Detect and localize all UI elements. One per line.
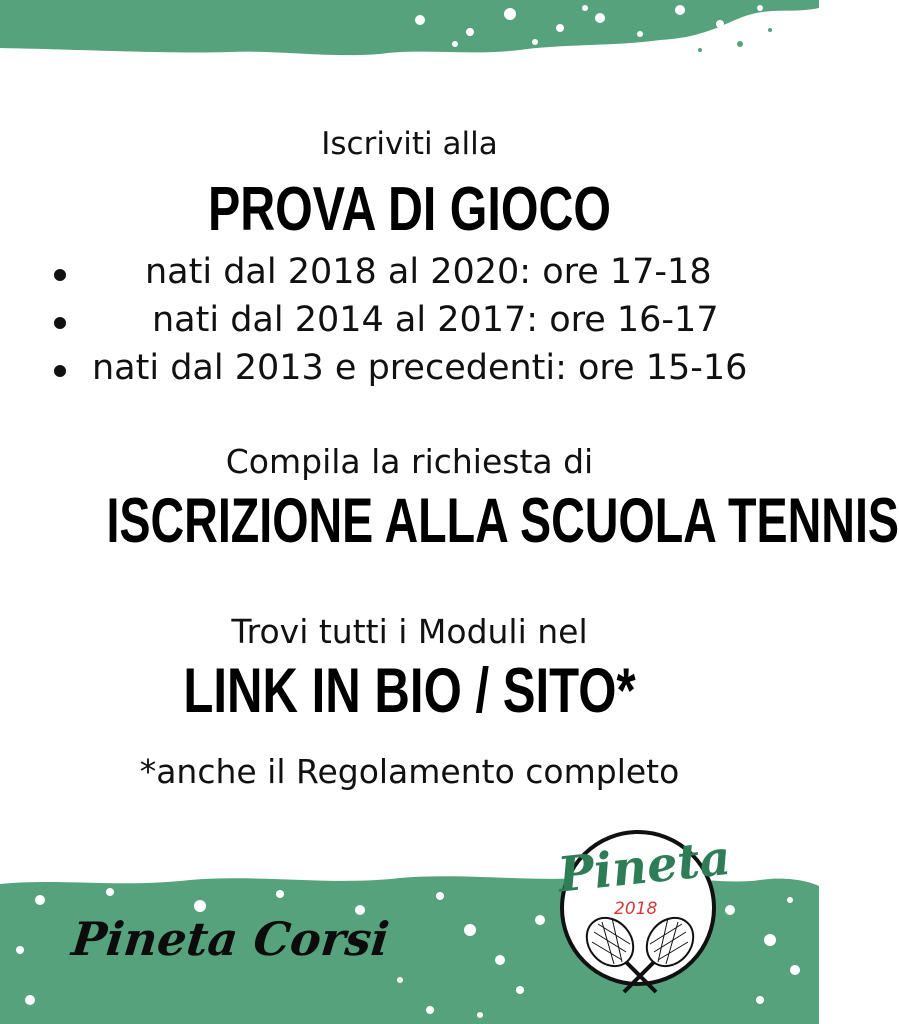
bullet-icon [54, 317, 66, 329]
list-item [0, 250, 819, 298]
trial-heading: PROVA DI GIOCO [207, 175, 612, 244]
link-heading[interactable]: LINK IN BIO / SITO* [183, 656, 636, 726]
schedule-item-text: nati dal 2013 e precedenti: ore 15-16 [92, 348, 748, 388]
schedule-list [0, 250, 819, 394]
logo-wordmark: Pineta [555, 829, 734, 904]
bullet-icon [54, 269, 66, 281]
enrol-heading: ISCRIZIONE ALLA SCUOLA TENNIS [106, 486, 899, 556]
modules-intro: Trovi tutti i Moduli nel [231, 612, 588, 651]
bullet-icon [54, 365, 66, 377]
enrol-intro: Compila la richiesta di [225, 442, 594, 481]
trial-intro: Iscriviti alla [321, 126, 498, 162]
footnote: *anche il Regolamento completo [139, 752, 680, 791]
svg-text:2018 [614, 899, 657, 919]
schedule-item-text: nati dal 2014 al 2017: ore 16-17 [152, 300, 719, 340]
list-item [0, 298, 819, 346]
brand-name: Pineta Corsi [69, 912, 392, 966]
schedule-item-text: nati dal 2018 al 2020: ore 17-18 [145, 252, 712, 292]
logo-year: 2018 [614, 899, 658, 919]
list-item [0, 346, 819, 394]
pineta-logo [552, 810, 734, 1006]
top-brush-band [0, 0, 819, 62]
